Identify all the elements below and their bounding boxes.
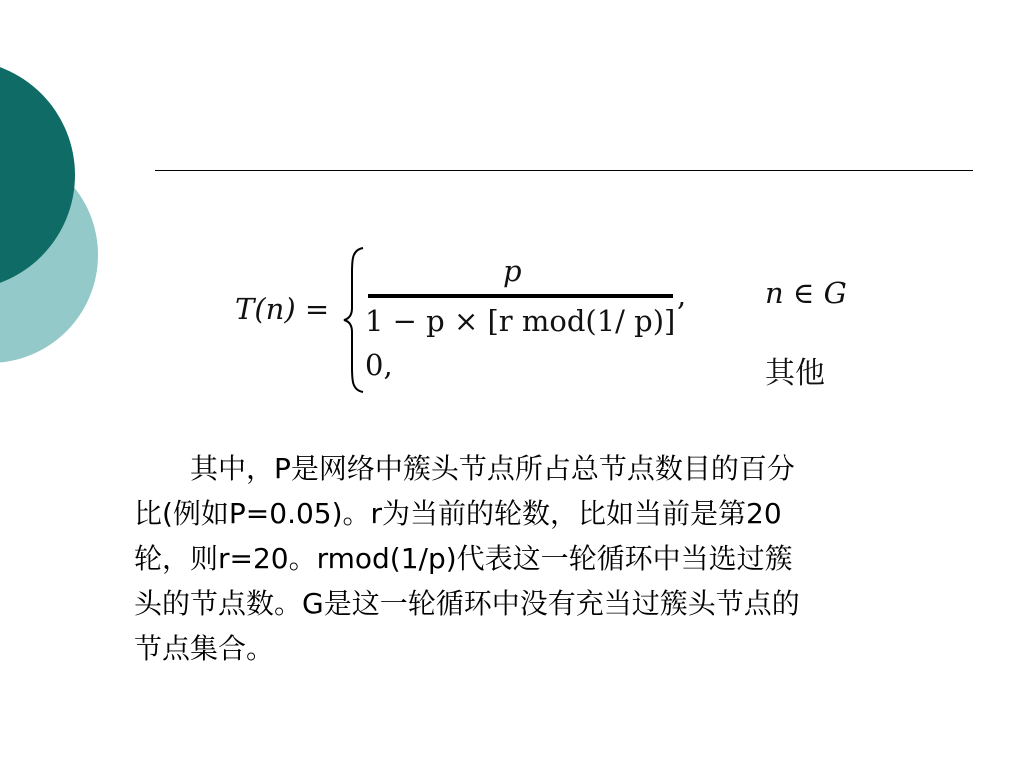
explanation-paragraph: 其中，P是网络中簇头节点所占总节点数目的百分 比(例如P=0.05)。r为当前的轮数，比如当前是第20 轮，则r=20。rmod(1/p)代表这一轮循环中当选过簇 头的节点数。G是这一轮循环中没有充当过簇头节点的 节点集合。 (134, 452, 800, 665)
fraction-bar (368, 294, 673, 298)
case1-comma: , (677, 278, 687, 312)
fraction-numerator: p (503, 254, 522, 288)
case1-condition: n ∈ G (765, 276, 847, 310)
case2-condition: 其他 (765, 356, 825, 391)
left-brace (343, 246, 365, 394)
decorative-circles (0, 0, 120, 400)
horizontal-rule (155, 170, 973, 171)
formula-lhs: T(n) = (235, 292, 330, 326)
formula-T-of-n (225, 240, 865, 400)
fraction-denominator: 1 − p × [r mod(1/ p)] (365, 304, 676, 338)
case2-value: 0, (365, 348, 393, 382)
